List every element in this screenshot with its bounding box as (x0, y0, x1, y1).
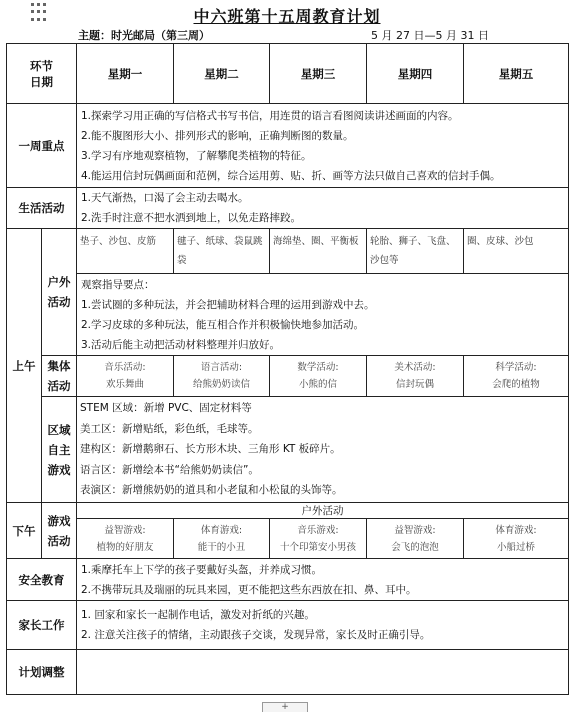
outdoor-materials-tue: 毽子、纸球、袋鼠跳袋 (174, 229, 270, 274)
guidance-line: 1.尝试圈的多种玩法，并会把辅助材料合理的运用到游戏中去。 (81, 298, 375, 311)
corner-bottom-label: 日期 (30, 74, 53, 89)
area-game-content (77, 397, 569, 503)
life-content (77, 188, 569, 229)
afternoon-game-label-bottom: 活动 (47, 533, 71, 548)
area-line: 美工区：新增贴纸，彩色纸，毛球等。 (80, 422, 259, 435)
activity-subject: 数学活动: (297, 362, 339, 373)
game-subject: 益智游戏: (104, 524, 146, 536)
activity-name: 信封玩偶 (395, 379, 434, 390)
group-activity-row (7, 356, 569, 397)
afternoon-label: 下午 (7, 503, 42, 559)
plan-table (6, 43, 569, 695)
game-name: 十个印第安小男孩 (279, 541, 356, 553)
outdoor-materials-thu: 轮胎、狮子、飞盘、沙包等 (367, 229, 464, 274)
area-label-2: 自主 (47, 442, 71, 457)
game-name: 会飞的泡泡 (391, 541, 439, 553)
header-day-mon: 星期一 (77, 44, 174, 104)
header-corner (7, 44, 77, 104)
area-line: 建构区：新增鹅卵石、长方形木块、三角形 KT 板碎片。 (80, 443, 341, 456)
outdoor-label-bottom: 活动 (47, 295, 71, 309)
game-subject: 益智游戏: (394, 524, 436, 536)
header-row (7, 44, 569, 104)
life-line: 2.洗手时注意不把水洒到地上，以免走路摔跤。 (81, 212, 302, 224)
activity-subject: 语言活动: (200, 362, 243, 373)
weekly-focus-line: 4.能运用信封玩偶画面和范例，综合运用剪、贴、折、画等方法只做自己喜欢的信封手偶。 (81, 169, 501, 182)
morning-label: 上午 (7, 229, 42, 503)
safety-content (77, 559, 569, 601)
game-name: 能干的小丑 (197, 541, 246, 553)
safety-label: 安全教育 (7, 559, 77, 601)
afternoon-outdoor-banner: 户外活动 (77, 503, 569, 519)
header-day-thu: 星期四 (367, 44, 464, 104)
group-label-bottom: 活动 (47, 379, 71, 393)
weekly-focus-line: 3.学习有序地观察植物，了解攀爬类植物的特征。 (81, 149, 312, 162)
life-row (7, 188, 569, 229)
outdoor-materials-wed: 海绵垫、圈、平衡板 (270, 229, 367, 274)
afternoon-game-label (42, 503, 77, 559)
game-subject: 体育游戏: (200, 524, 243, 536)
afternoon-game-row (7, 519, 569, 559)
group-activity-label (42, 356, 77, 397)
activity-name: 小熊的信 (298, 379, 337, 390)
activity-subject: 音乐活动: (104, 362, 146, 373)
afternoon-game-thu (367, 519, 464, 559)
corner-top-label: 环节 (30, 58, 53, 73)
safety-line: 1.乘摩托车上下学的孩子要戴好头盔，并养成习惯。 (81, 563, 323, 576)
activity-name: 会爬的植物 (492, 379, 540, 390)
outdoor-label (42, 229, 77, 356)
life-label: 生活活动 (7, 188, 77, 229)
activity-name: 给熊奶奶读信 (192, 379, 250, 390)
life-line: 1.天气渐热，口渴了会主动去喝水。 (81, 192, 249, 204)
outdoor-label-top: 户外 (47, 275, 71, 289)
weekly-focus-content (77, 104, 569, 188)
area-game-label (42, 397, 77, 503)
header-day-tue: 星期二 (174, 44, 270, 104)
outdoor-materials-mon: 垫子、沙包、皮筋 (77, 229, 174, 274)
group-activity-mon (77, 356, 174, 397)
game-name: 植物的好朋友 (96, 541, 154, 553)
group-activity-thu (367, 356, 464, 397)
safety-row (7, 559, 569, 601)
parents-line: 1. 回家和家长一起制作电话，激发对折纸的兴趣。 (81, 609, 315, 621)
adjust-row (7, 650, 569, 695)
outdoor-materials-row (7, 229, 569, 274)
group-activity-fri (464, 356, 569, 397)
outdoor-materials-fri: 圈、皮球、沙包 (464, 229, 569, 274)
weekly-focus-line: 2.能不腹图形大小、排列形式的影响，正确判断图的数量。 (81, 129, 354, 142)
weekly-focus-label: 一周重点 (7, 104, 77, 188)
activity-subject: 科学活动: (495, 362, 537, 373)
area-line: 表演区：新增熊奶奶的道具和小老鼠和小松鼠的头饰等。 (80, 484, 343, 497)
afternoon-game-tue (174, 519, 270, 559)
area-game-row (7, 397, 569, 503)
guidance-title: 观察指导要点： (81, 278, 155, 291)
safety-line: 2.不携带玩具及瑞丽的玩具来园，更不能把这些东西放在扣、鼻、耳中。 (81, 583, 417, 596)
add-row-icon[interactable]: + (262, 702, 308, 712)
afternoon-game-label-top: 游戏 (47, 513, 71, 528)
parents-line: 2. 注意关注孩子的情绪，主动跟孩子交谈，发现异常，家长及时正确引导。 (81, 629, 431, 641)
afternoon-game-wed (270, 519, 367, 559)
area-line: 语言区：新增绘本书“给熊奶奶读信”。 (80, 463, 259, 476)
area-label-1: 区域 (47, 422, 71, 437)
game-subject: 音乐游戏: (297, 524, 339, 536)
game-subject: 体育游戏: (495, 524, 537, 536)
parents-label: 家长工作 (7, 601, 77, 650)
date-range: 5 月 27 日—5 月 31 日 (371, 29, 489, 42)
group-activity-wed (270, 356, 367, 397)
theme-label: 主题：时光邮局（第三周） (78, 29, 210, 42)
group-label-top: 集体 (47, 359, 71, 373)
afternoon-game-mon (77, 519, 174, 559)
activity-subject: 美术活动: (394, 362, 436, 373)
weekly-focus-row (7, 104, 569, 188)
adjust-content[interactable] (77, 650, 569, 695)
parents-content (77, 601, 569, 650)
afternoon-top-row (7, 503, 569, 519)
outdoor-guidance-row (7, 274, 569, 356)
header-day-fri: 星期五 (464, 44, 569, 104)
afternoon-game-fri (464, 519, 569, 559)
outdoor-guidance-content (77, 274, 569, 356)
page-title: 中六班第十五周教育计划 (193, 7, 381, 26)
parents-row (7, 601, 569, 650)
guidance-line: 2.学习皮球的多种玩法，能互相合作并积极愉快地参加活动。 (81, 318, 365, 331)
weekly-focus-line: 1.探索学习用正确的写信格式书写书信，用连贯的语言看图阅读讲述画面的内容。 (81, 109, 459, 122)
activity-name: 欢乐舞曲 (105, 379, 144, 390)
area-label-3: 游戏 (47, 462, 71, 477)
group-activity-tue (174, 356, 270, 397)
header-day-wed: 星期三 (270, 44, 367, 104)
guidance-line: 3.活动后能主动把活动材料整理并归放好。 (81, 338, 281, 351)
game-name: 小船过桥 (496, 541, 535, 553)
area-line: STEM 区域：新增 PVC、固定材料等 (80, 402, 252, 415)
adjust-label: 计划调整 (7, 650, 77, 695)
